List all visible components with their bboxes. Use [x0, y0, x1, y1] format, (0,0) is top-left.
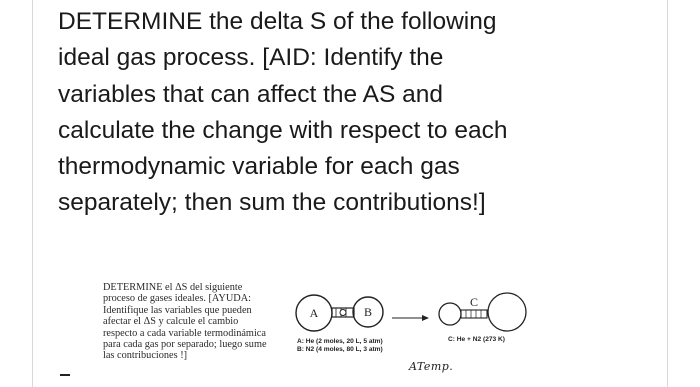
- question-line: DETERMINE the delta S of the following: [58, 8, 497, 35]
- margin-mark: [60, 374, 70, 376]
- flask-c-label: C: [469, 295, 479, 309]
- flask-c-left-shape: [439, 303, 461, 325]
- gas-a-info: A: He (2 moles, 20 L, 5 atm): [297, 338, 383, 345]
- right-frame-border: [667, 0, 668, 387]
- scan-line: DETERMINE el ΔS del siguiente: [103, 282, 243, 293]
- gas-info-block: [297, 338, 383, 354]
- scanned-spanish-text: [103, 282, 278, 362]
- scan-line: proceso de gases ideales. [AYUDA:: [103, 293, 252, 305]
- left-frame-border: [32, 0, 33, 387]
- open-valve-tube: [461, 310, 487, 318]
- scan-line: las contribuciones !]: [103, 350, 188, 362]
- question-line: calculate the change with respect to each: [58, 116, 508, 144]
- question-line: separately; then sum the contributions!]: [58, 189, 486, 217]
- handwritten-note: ATemp.: [409, 360, 454, 373]
- gas-b-info: B: N2 (4 moles, 80 L, 3 atm): [297, 346, 383, 353]
- question-text: [58, 4, 658, 222]
- scan-line: para cada gas por separado; luego sume: [103, 339, 267, 351]
- flask-b-label: B: [363, 305, 373, 319]
- valve-icon: [340, 310, 346, 316]
- scan-line: respecto a cada variable termodinámica: [103, 327, 266, 339]
- question-line: thermodynamic variable for each gas: [58, 153, 460, 181]
- result-info: C: He + N2 (273 K): [448, 336, 505, 343]
- question-line: variables that can affect the AS and: [58, 80, 444, 108]
- scan-line: Identifique las variables que pueden: [103, 304, 252, 316]
- flask-c-right-shape: [488, 293, 526, 331]
- flask-a-label: A: [309, 306, 319, 320]
- scan-line: afectar el ΔS y calcule el cambio: [103, 316, 239, 328]
- gas-flask-diagram: [280, 280, 540, 340]
- question-line: ideal gas process. [AID: Identify the: [58, 44, 444, 72]
